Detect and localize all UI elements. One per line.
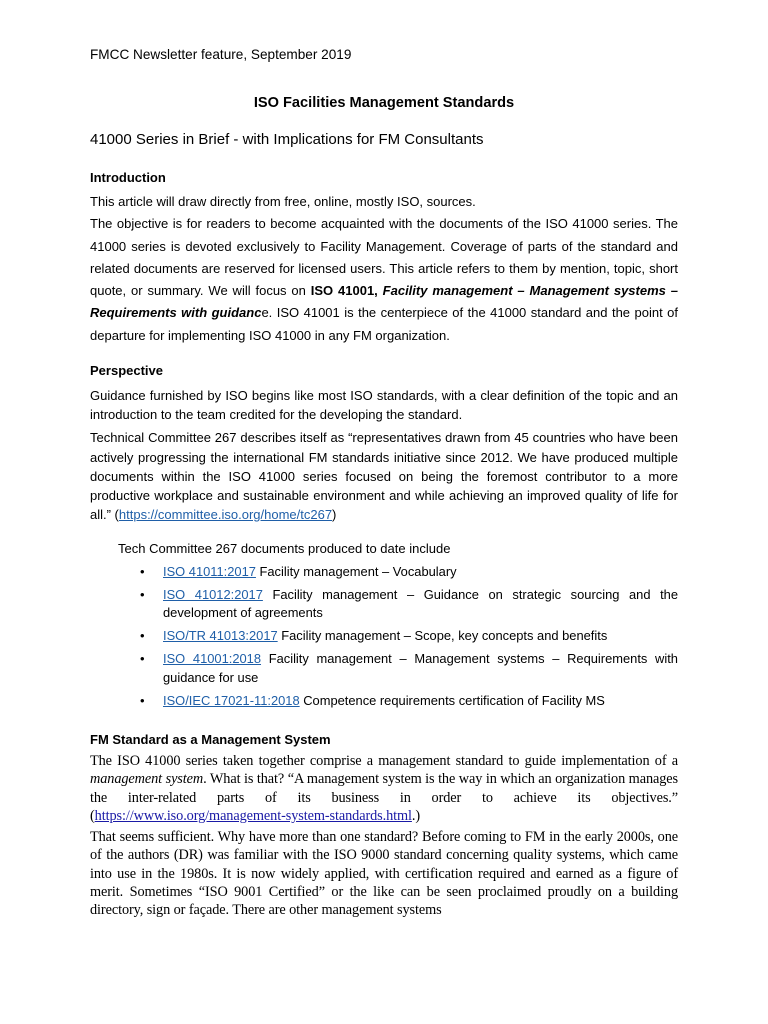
document-link[interactable]: ISO/IEC 17021-11:2018 [163,692,300,708]
perspective-p2-start: Technical Committee 267 describes itself as “representatives drawn from 45 countries who have been actively progressing the international FM standards initiative since 2012. We have produced multiple documents within the ISO 41000 series focused on being the foremost contributor to a more productive workplace and sustainable environment and while achieving an improved quality of life for all.” ( [90,430,678,523]
intro-paragraph-2 [90,213,678,347]
management-system-body [90,752,678,920]
management-system-paragraph-2: That seems sufficient. Why have more than one standard? Before coming to FM in the early 2000s, one of the authors (DR) was familiar with the ISO 9000 standard concerning quality systems, which came into use in the 1980s. It is now widely applied, with certification required and earned as a figure of merit. Sometimes “ISO 9001 Certified” or the like can be seen proclaimed proudly on a building directory, sign or façade. There are other management systems [90,829,678,919]
perspective-p2-end: ) [332,507,337,523]
document-link[interactable]: ISO/TR 41013:2017 [163,628,278,644]
intro-p2-bold-italic: Facility management – Management systems – Requirements with guidanc [90,283,678,321]
list-item [140,586,678,623]
intro-p2-start: The objective is for readers to become acquainted with the documents of the ISO 41000 series. The 41000 series is devoted exclusively to Facility Management. Coverage of parts of the standard and related documents are reserved for licensed users. This article refers to them by mention, topic, short quote, or summary. We will focus on [90,216,678,299]
introduction-body [90,191,678,347]
bullet-icon: • [140,692,145,708]
intro-paragraph-1: This article will draw directly from free, online, mostly ISO, sources. [90,194,476,209]
page-subtitle: 41000 Series in Brief - with Implications for FM Consultants [90,131,484,148]
bullet-icon: • [140,628,145,644]
ms-p1-end: .) [411,807,421,824]
list-item [140,627,678,645]
heading-introduction: Introduction [90,170,166,185]
document-title: Facility management – Scope, key concepts and benefits [277,628,608,644]
document-link[interactable]: ISO 41011:2017 [163,564,256,579]
document-link[interactable]: ISO 41012:2017 [163,587,263,602]
perspective-paragraph-2 [90,428,678,524]
ms-p1-mid: . What is that? “A management system is the way in which an organization manages the inter-related parts of its business in order to achieve its objectives.” ( [90,771,678,824]
ms-p1-italic: management system [90,771,204,788]
management-system-paragraph-1 [90,752,678,825]
list-item [140,692,678,710]
document-link[interactable]: ISO 41001:2018 [163,651,262,667]
bullet-icon: • [140,587,145,602]
document-title: Facility management – Guidance on strategic sourcing and the development of agreements [163,587,678,621]
bullet-icon: • [140,564,145,579]
heading-management-system: FM Standard as a Management System [90,732,331,747]
tc267-link[interactable]: https://committee.iso.org/home/tc267 [118,507,333,523]
perspective-body [90,386,678,524]
newsletter-kicker: FMCC Newsletter feature, September 2019 [90,47,352,62]
perspective-paragraph-1: Guidance furnished by ISO begins like most ISO standards, with a clear definition of the topic and an introduction to the team credited for the developing the standard. [90,388,678,423]
page-title: ISO Facilities Management Standards [253,95,515,111]
list-item [140,563,678,581]
document-title: Facility management – Management systems – Requirements with guidance for use [163,651,678,685]
heading-perspective: Perspective [90,363,163,378]
tc-documents-list [140,563,678,715]
document-title: Facility management – Vocabulary [255,564,457,579]
list-item [140,650,678,687]
ms-p1-start: The ISO 41000 series taken together comprise a management standard to guide implementation of a [90,753,678,769]
intro-p2-bold: ISO 41001, [310,283,378,299]
bullet-icon: • [140,651,145,667]
document-title: Competence requirements certification of Facility MS [299,692,605,708]
tc-documents-lead-in: Tech Committee 267 documents produced to date include [118,541,451,556]
intro-p2-end: e. ISO 41001 is the centerpiece of the 41000 standard and the point of departure for implementing ISO 41000 in any FM organization. [90,305,678,343]
iso-management-systems-link[interactable]: https://www.iso.org/management-system-standards.html [94,807,412,824]
